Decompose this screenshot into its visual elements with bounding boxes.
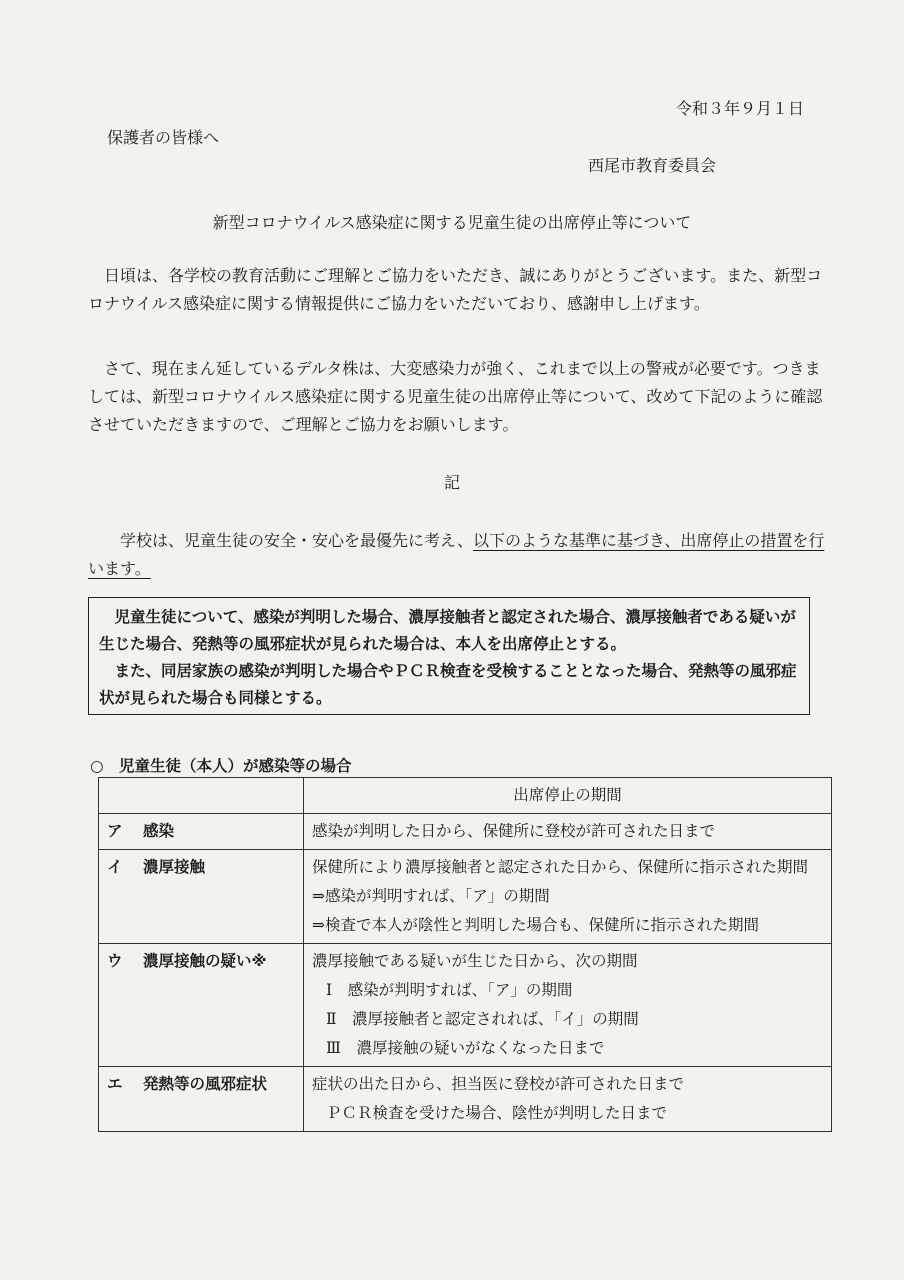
table-row (99, 1067, 832, 1132)
table-row (99, 814, 832, 850)
table-header-row (99, 778, 832, 814)
policy-underlined: 以下のような基準に基づき、出席停止の措置を行います。 (88, 531, 825, 578)
recipient: 保護者の皆様へ (107, 128, 220, 147)
ki-marker: 記 (443, 473, 460, 492)
criteria-box (88, 597, 810, 715)
criteria-paragraph-2: また、同居家族の感染が判明した場合やＰＣＲ検査を受検することとなった場合、発熱等の風邪症状が見られた場合も同様とする。 (99, 662, 797, 707)
document-title: 新型コロナウイルス感染症に関する児童生徒の出席停止等について (212, 213, 692, 232)
row-category: ウ 濃厚接触の疑い※ (99, 944, 304, 1067)
row-category: エ 発熱等の風邪症状 (99, 1067, 304, 1132)
row-period: 保健所により濃厚接触者と認定された日から、保健所に指示された期間 ⇒感染が判明すれば、「ア」の期間 ⇒検査で本人が陰性と判明した場合も、保健所に指示された期間 (304, 850, 832, 944)
suspension-table (98, 777, 832, 1132)
table-row (99, 850, 832, 944)
row-period: 感染が判明した日から、保健所に登校が許可された日まで (304, 814, 832, 850)
sender: 西尾市教育委員会 (588, 156, 717, 175)
row-period: 濃厚接触である疑いが生じた日から、次の期間 Ⅰ 感染が判明すれば、「ア」の期間 Ⅱ 濃厚接触者と認定されれば、「イ」の期間 Ⅲ 濃厚接触の疑いがなくなった日まで (304, 944, 832, 1067)
intro-paragraph-1: 日頃は、各学校の教育活動にご理解とご協力をいただき、誠にありがとうございます。また、新型コロナウイルス感染症に関する情報提供にご協力をいただいており、感謝申し上げます。 (88, 266, 823, 313)
document-date: 令和３年９月１日 (675, 99, 804, 118)
policy-statement (88, 527, 836, 583)
table-header-empty (99, 778, 304, 814)
row-period: 症状の出た日から、担当医に登校が許可された日まで ＰＣＲ検査を受けた場合、陰性が判明した日まで (304, 1067, 832, 1132)
section-title: ○ 児童生徒（本人）が感染等の場合 (90, 757, 352, 775)
table-header-period: 出席停止の期間 (304, 778, 832, 814)
row-category: ア 感染 (99, 814, 304, 850)
policy-lead: 学校は、児童生徒の安全・安心を最優先に考え、 (120, 531, 473, 550)
table-row (99, 944, 832, 1067)
criteria-paragraph-1: 児童生徒について、感染が判明した場合、濃厚接触者と認定された場合、濃厚接触者である疑いが生じた場合、発熱等の風邪症状が見られた場合は、本人を出席停止とする。 (99, 608, 796, 653)
intro-paragraph-2: さて、現在まん延しているデルタ株は、大変感染力が強く、これまで以上の警戒が必要です。つきましては、新型コロナウイルス感染症に関する児童生徒の出席停止等について、改めて下記のように確認させていただきますので、ご理解とご協力をお願いします。 (88, 359, 823, 434)
row-category: イ 濃厚接触 (99, 850, 304, 944)
